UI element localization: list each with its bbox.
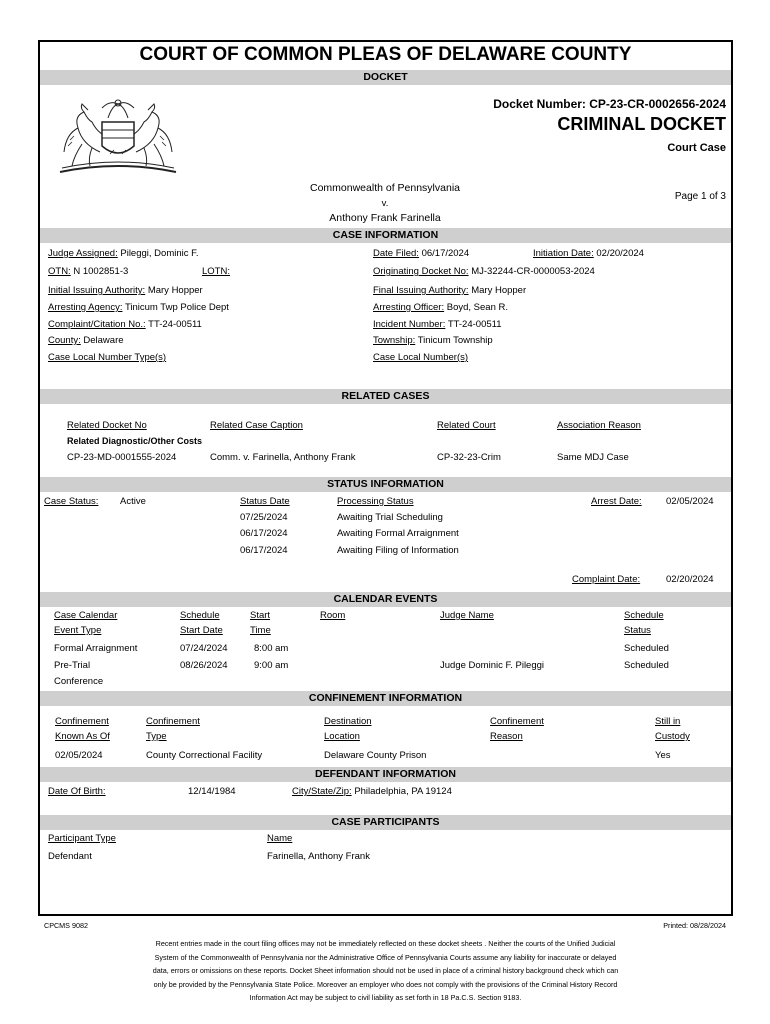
court-title: COURT OF COMMON PLEAS OF DELAWARE COUNTY [139, 44, 632, 65]
status-information-bar: STATUS INFORMATION [40, 477, 731, 492]
related-cases-bar: RELATED CASES [40, 389, 731, 404]
disclaimer-line-5: Information Act may be subject to civil liability as set forth in 18 Pa.C.S. Section 9183. [249, 993, 522, 1002]
related-docket: CP-23-MD-0001555-2024 [67, 452, 177, 463]
township: Township: Tinicum Township [373, 335, 493, 346]
event-time: 8:00 am [254, 643, 289, 654]
arresting-agency: Arresting Agency: Tinicum Twp Police Dept [48, 302, 229, 313]
arresting-officer: Arresting Officer: Boyd, Sean R. [373, 302, 509, 313]
disclaimer-line-2: System of the Commonwealth of Pennsylvania nor the Administrative Office of Pennsylvania Courts assume any liability for inaccurate or delayed [154, 953, 617, 962]
col-related-caption: Related Case Caption [210, 420, 303, 431]
dob-label: Date Of Birth: [48, 786, 106, 797]
col-confinement-reason-2: Reason [490, 731, 523, 742]
event-time: 9:00 am [254, 660, 289, 671]
complaint-date-value: 02/20/2024 [666, 574, 714, 585]
col-confinement-type: Confinement [146, 716, 200, 727]
col-processing-status: Processing Status [337, 496, 414, 507]
docket-bar: DOCKET [40, 70, 731, 85]
col-start-time: Start [250, 610, 271, 621]
complaint-date-label: Complaint Date: [572, 574, 641, 585]
confinement-known: 02/05/2024 [55, 750, 103, 761]
calendar-events-bar: CALENDAR EVENTS [40, 592, 731, 607]
col-participant-name: Name [267, 833, 293, 844]
incident-number: Incident Number: TT-24-00511 [373, 319, 502, 330]
judge-assigned: Judge Assigned: Pileggi, Dominic F. [48, 248, 199, 259]
initiation-date: Initiation Date: 02/20/2024 [533, 248, 644, 259]
disclaimer-line-3: data, errors or omissions on these reports. Docket Sheet information should not be used in place of a criminal history background check which can [152, 966, 619, 975]
col-known-as-of: Confinement [55, 716, 109, 727]
col-schedule-status-2: Status [624, 625, 651, 636]
page-number: Page 1 of 3 [674, 191, 726, 202]
col-still-in-custody: Still in [655, 716, 681, 727]
event-status: Scheduled [624, 660, 669, 671]
col-related-docket: Related Docket No [67, 420, 147, 431]
processing-status: Awaiting Trial Scheduling [337, 512, 443, 523]
printed-date: Printed: 08/28/2024 [663, 921, 726, 930]
complaint-citation: Complaint/Citation No.: TT-24-00511 [48, 319, 202, 330]
col-destination: Destination [324, 716, 372, 727]
status-date: 07/25/2024 [240, 512, 288, 523]
originating-docket: Originating Docket No: MJ-32244-CR-0000053-2024 [373, 266, 595, 277]
arrest-date-label: Arrest Date: [591, 496, 642, 507]
col-status-date: Status Date [240, 496, 290, 507]
col-known-as-of-2: Known As Of [55, 731, 110, 742]
col-association-reason: Association Reason [557, 420, 641, 431]
event-date: 07/24/2024 [180, 643, 228, 654]
status-date: 06/17/2024 [240, 545, 288, 556]
caption-line-1: Commonwealth of Pennsylvania [310, 182, 460, 194]
lotn: LOTN: [202, 266, 230, 277]
col-confinement-type-2: Type [146, 731, 167, 742]
event-judge: Judge Dominic F. Pileggi [440, 660, 545, 671]
processing-status: Awaiting Formal Arraignment [337, 528, 459, 539]
col-room: Room [320, 610, 346, 621]
case-local-number: Case Local Number(s) [373, 352, 469, 363]
initial-issuing-authority: Initial Issuing Authority: Mary Hopper [48, 285, 203, 296]
col-start-time-2: Time [250, 625, 271, 636]
date-filed: Date Filed: 06/17/2024 [373, 248, 470, 259]
event-status: Scheduled [624, 643, 669, 654]
case-status-label: Case Status: [44, 496, 99, 507]
event-type-2: Conference [54, 676, 104, 687]
case-information-bar: CASE INFORMATION [40, 228, 731, 243]
confinement-type: County Correctional Facility [146, 750, 263, 761]
arrest-date-value: 02/05/2024 [666, 496, 714, 507]
col-event-type: Case Calendar [54, 610, 118, 621]
docket-type: CRIMINAL DOCKET [557, 114, 726, 134]
col-schedule-date-2: Start Date [180, 625, 223, 636]
docket-number: Docket Number: CP-23-CR-0002656-2024 [493, 97, 726, 111]
dob-value: 12/14/1984 [188, 786, 236, 797]
disclaimer-line-1: Recent entries made in the court filing offices may not be immediately reflected on these docket sheets . Neither the courts of the Unified Judicial [155, 939, 616, 948]
event-date: 08/26/2024 [180, 660, 228, 671]
pennsylvania-seal-icon [52, 94, 184, 176]
caption-line-3: Anthony Frank Farinella [329, 212, 441, 224]
confinement-custody: Yes [655, 750, 671, 761]
final-issuing-authority: Final Issuing Authority: Mary Hopper [373, 285, 527, 296]
case-status-value: Active [120, 496, 146, 507]
related-court: CP-32-23-Crim [437, 452, 501, 463]
case-local-number-type: Case Local Number Type(s) [48, 352, 167, 363]
col-participant-type: Participant Type [48, 833, 116, 844]
event-type: Pre-Trial [54, 660, 91, 671]
event-type: Formal Arraignment [54, 643, 138, 654]
otn: OTN: N 1002851-3 [48, 266, 129, 277]
col-still-in-custody-2: Custody [655, 731, 690, 742]
caption-line-2: v. [381, 198, 389, 209]
status-date: 06/17/2024 [240, 528, 288, 539]
col-related-court: Related Court [437, 420, 496, 431]
court-case-label: Court Case [667, 142, 726, 154]
processing-status: Awaiting Filing of Information [337, 545, 459, 556]
col-event-type-2: Event Type [54, 625, 102, 636]
related-caption: Comm. v. Farinella, Anthony Frank [210, 452, 356, 463]
col-confinement-reason: Confinement [490, 716, 544, 727]
col-judge-name: Judge Name [440, 610, 494, 621]
confinement-bar: CONFINEMENT INFORMATION [40, 691, 731, 706]
disclaimer-line-4: only be provided by the Pennsylvania State Police. Moreover an employer who does not comply with the provisions of the Criminal History Record [153, 980, 618, 989]
participant-name: Farinella, Anthony Frank [267, 851, 370, 862]
defendant-information-bar: DEFENDANT INFORMATION [40, 767, 731, 782]
form-code: CPCMS 9082 [44, 921, 88, 930]
county: County: Delaware [48, 335, 124, 346]
col-schedule-date: Schedule [180, 610, 220, 621]
case-participants-bar: CASE PARTICIPANTS [40, 815, 731, 830]
city-state-zip: City/State/Zip: Philadelphia, PA 19124 [292, 786, 452, 797]
related-group-label: Related Diagnostic/Other Costs [67, 436, 203, 446]
participant-type: Defendant [48, 851, 92, 862]
confinement-destination: Delaware County Prison [324, 750, 427, 761]
col-destination-2: Location [324, 731, 360, 742]
related-reason: Same MDJ Case [557, 452, 629, 463]
col-schedule-status: Schedule [624, 610, 664, 621]
